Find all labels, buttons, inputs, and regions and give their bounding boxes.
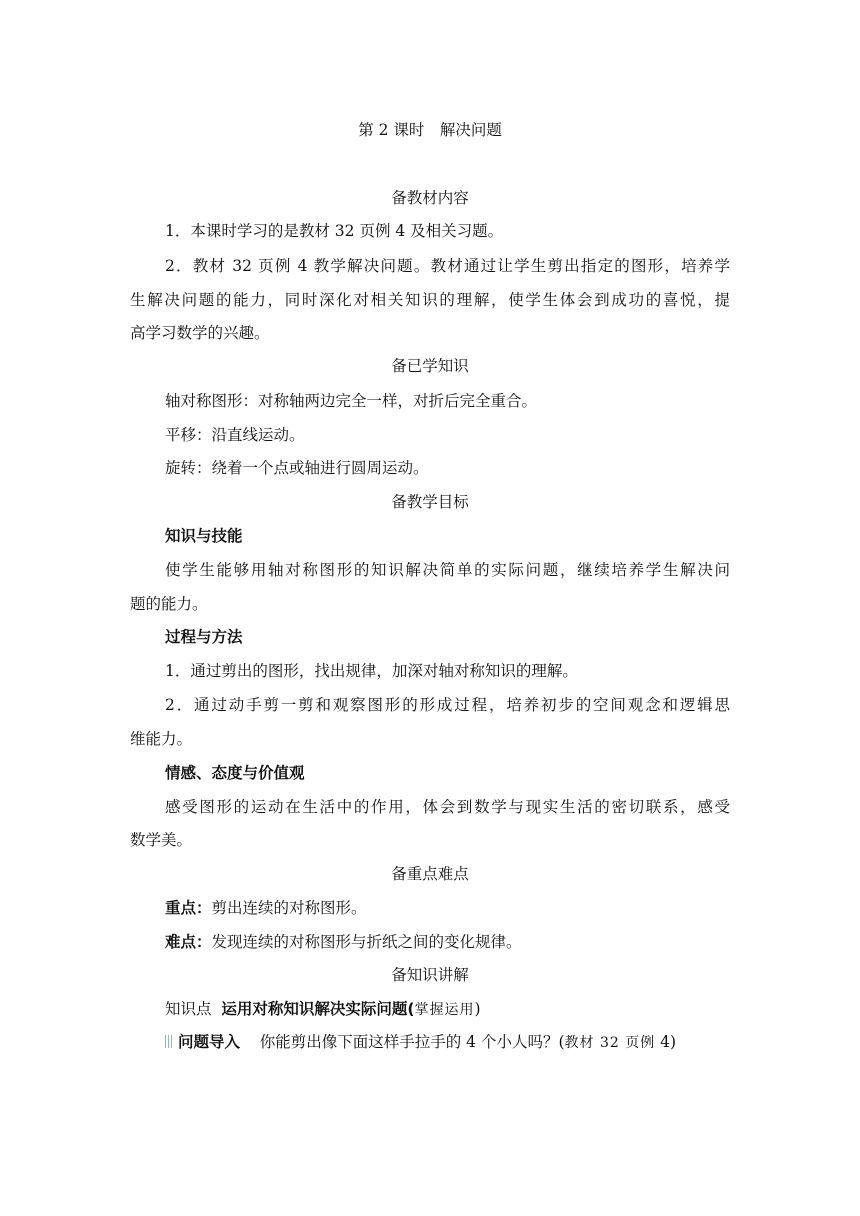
knowledge-point-level: 掌握运用 — [414, 1002, 475, 1018]
goal-emotion-label: 情感、态度与价值观 — [165, 764, 305, 782]
goal-process-item-2-line-2: 维能力。 — [130, 730, 193, 748]
prior-item-1: 轴对称图形：对称轴两边完全一样，对折后完全重合。 — [165, 392, 538, 410]
intro-line — [165, 1031, 730, 1054]
difficulty-label: 难点： — [165, 933, 212, 951]
goal-knowledge-line-2: 题的能力。 — [130, 595, 208, 613]
section-heading-prior: 备已学知识 — [391, 357, 469, 375]
key-point-text: 剪出连续的对称图形。 — [211, 899, 367, 917]
knowledge-point-title: 运用对称知识解决实际问题( — [221, 1000, 415, 1018]
intro-reference-number: 4) — [655, 1033, 677, 1051]
goal-knowledge-label: 知识与技能 — [165, 527, 243, 545]
section-heading-key: 备重点难点 — [391, 865, 469, 883]
key-point — [165, 897, 730, 919]
goal-process-label: 过程与方法 — [165, 628, 243, 646]
intro-text: 你能剪出像下面这样手拉手的 4 个小人吗？( — [259, 1033, 565, 1051]
prior-item-2: 平移：沿直线运动。 — [165, 426, 305, 444]
prior-item-3: 旋转：绕着一个点或轴进行圆周运动。 — [165, 459, 429, 477]
section-heading-content: 备教材内容 — [391, 189, 469, 207]
goal-knowledge-line-1: 使学生能够用轴对称图形的知识解决简单的实际问题，继续培养学生解决问 — [165, 561, 730, 579]
content-item-2-line-3: 高学习数学的兴趣。 — [130, 324, 270, 342]
difficulty-point — [165, 931, 730, 953]
knowledge-point-label: 知识点 — [165, 1000, 212, 1018]
content-item-2-line-2: 生解决问题的能力，同时深化对相关知识的理解，使学生体会到成功的喜悦，提 — [130, 291, 730, 309]
content-item-1: 1．本课时学习的是教材 32 页例 4 及相关习题。 — [165, 222, 504, 240]
grid-bullet-icon — [165, 1035, 174, 1048]
goal-emotion-line-2: 数学美。 — [130, 831, 193, 849]
key-point-label: 重点： — [165, 899, 212, 917]
section-heading-goals: 备教学目标 — [391, 493, 469, 511]
goal-process-item-1: 1．通过剪出的图形，找出规律，加深对轴对称知识的理解。 — [165, 662, 578, 680]
section-heading-explain: 备知识讲解 — [391, 966, 469, 984]
goal-emotion-line-1: 感受图形的运动在生活中的作用，体会到数学与现实生活的密切联系，感受 — [165, 798, 730, 816]
goal-process-item-2-line-1: 2．通过动手剪一剪和观察图形的形成过程，培养初步的空间观念和逻辑思 — [165, 696, 730, 714]
intro-label: 问题导入 — [178, 1033, 241, 1051]
intro-reference: 教材 32 页例 — [564, 1035, 656, 1051]
content-item-2-line-1: 2．教材 32 页例 4 教学解决问题。教材通过让学生剪出指定的图形，培养学 — [165, 257, 730, 275]
knowledge-point-line — [165, 998, 730, 1021]
knowledge-point-close: ) — [474, 1000, 481, 1018]
difficulty-text: 发现连续的对称图形与折纸之间的变化规律。 — [211, 933, 522, 951]
lesson-title: 第 2 课时 解决问题 — [358, 121, 502, 139]
